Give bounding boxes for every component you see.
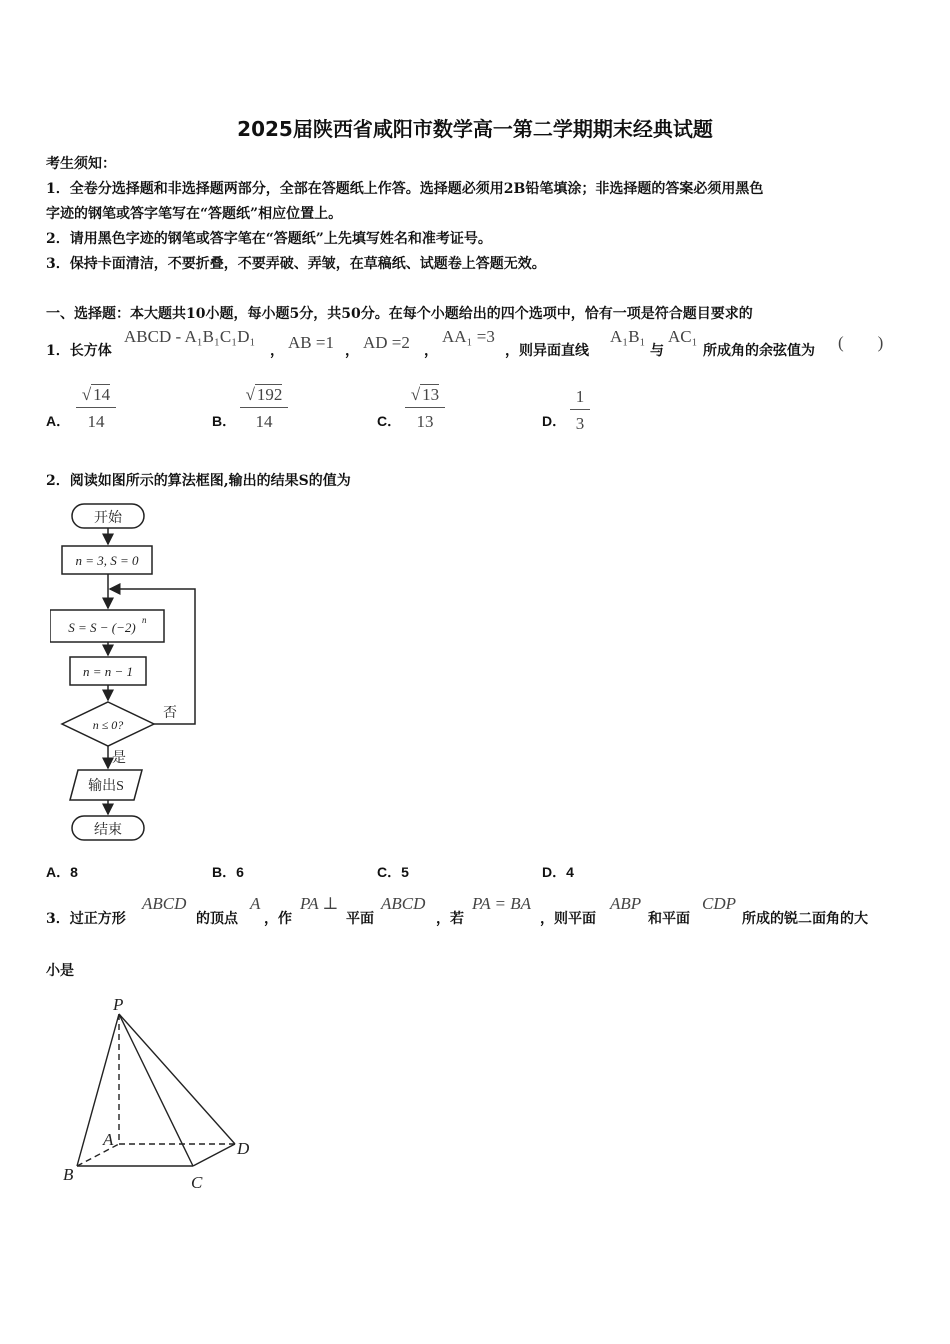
q1-ab: AB =1 — [288, 333, 334, 352]
q1-option-d-numerator: 1 — [575, 387, 585, 406]
flow-update-n-label: n = n − 1 — [82, 664, 134, 679]
q3-text: 的顶点 — [196, 911, 238, 927]
q1-option-c-fraction: $\frac{√ 13}{13}$ — [405, 385, 445, 432]
q1-comma: ， — [270, 343, 284, 359]
section-heading: 一、选择题：本大题共10小题，每小题5分，共50分。在每个小题给出的四个选项中，恰有一项是符合题目要求的 — [46, 306, 753, 322]
flow-start-label: 开始 — [94, 511, 122, 526]
q2-flowchart — [50, 500, 220, 845]
q3-plane-abp: ABP — [610, 894, 642, 913]
q3-text: 和平面 — [648, 911, 690, 927]
q1-option-b-fraction: $\frac{√ 192}{14}$ — [240, 385, 288, 432]
q1-option-b-numerator: 192 — [256, 385, 283, 404]
vertex-a-label: A — [103, 1130, 114, 1149]
q3-text: ，则平面 — [540, 911, 596, 927]
q1-text: 所成角的余弦值为 — [703, 343, 815, 359]
flow-init-label: n = 3, S = 0 — [75, 553, 139, 568]
q3-text: 所成的锐二面角的大 — [742, 911, 868, 927]
q3-plane-abcd: ABCD — [381, 894, 426, 913]
vertex-d-label: D — [237, 1139, 250, 1158]
q3-number: 3．过正方形 — [46, 911, 126, 927]
notice-item-1-line-2: 字迹的钢笔或答字笔写在“答题纸”相应位置上。 — [46, 206, 343, 222]
flow-output-label: 输出S — [88, 779, 124, 794]
q1-option-a-numerator: 14 — [93, 385, 111, 404]
q1-option-b-denominator: 14 — [240, 407, 288, 432]
flow-end-label: 结束 — [94, 823, 122, 838]
q1-option-d-denominator: 3 — [570, 409, 590, 434]
q3-text: 平面 — [346, 911, 374, 927]
q1-option-c-denominator: 13 — [405, 407, 445, 432]
q1-option-c-numerator: 13 — [422, 385, 440, 404]
q1-option-d-label[interactable]: D． — [542, 413, 567, 429]
q3-text: ，若 — [436, 911, 464, 927]
notice-item-3: 3．保持卡面清洁，不要折叠，不要弄破、弄皱，在草稿纸、试题卷上答题无效。 — [46, 256, 546, 272]
edge-cd — [193, 1144, 235, 1166]
vertex-c-label: C — [191, 1173, 203, 1192]
notice-item-1-line-1: 1．全卷分选择题和非选择题两部分，全部在答题纸上作答。选择题必须用2B铅笔填涂；非选择题的答案必须用黑色 — [46, 181, 764, 197]
q1-ad: AD =2 — [363, 333, 410, 352]
q1-option-a-label[interactable]: A． — [46, 413, 71, 429]
q2-option-d[interactable]: D．4 — [542, 864, 574, 880]
q1-option-b-label[interactable]: B． — [212, 413, 237, 429]
flow-condition-label: n ≤ 0? — [92, 718, 124, 732]
q1-comma: ， — [424, 343, 438, 359]
flow-no-label: 否 — [163, 706, 177, 721]
q3-plane-cdp: CDP — [702, 894, 736, 913]
q1-option-c-label[interactable]: C． — [377, 413, 402, 429]
q1-cuboid-name: ABCD - A₁B₁C₁D₁ — [124, 327, 256, 346]
q2-option-c[interactable]: C．5 — [377, 864, 409, 880]
notice-heading: 考生须知： — [46, 156, 116, 172]
q1-comma: ， — [345, 343, 359, 359]
edge-pc — [119, 1014, 193, 1166]
q1-answer-paren: ( ) — [838, 333, 884, 352]
flow-exponent: n — [142, 615, 147, 625]
q3-vertex-a: A — [250, 894, 261, 913]
q1-text: ，则异面直线 — [505, 343, 589, 359]
q2-text: 2．阅读如图所示的算法框图,输出的结果S的值为 — [46, 473, 351, 489]
q3-pa-perp: PA ⊥ — [300, 894, 339, 913]
page-title: 2025届陕西省咸阳市数学高一第二学期期末经典试题 — [237, 117, 713, 141]
flow-yes-label: 是 — [112, 751, 126, 766]
edge-pd — [119, 1014, 235, 1144]
q1-option-a-denominator: 14 — [76, 407, 116, 432]
q3-text-line-2: 小是 — [46, 963, 74, 979]
vertex-b-label: B — [63, 1165, 74, 1184]
q3-pa-eq-ba: PA = BA — [472, 894, 532, 913]
q1-text: 与 — [650, 343, 664, 359]
q1-ac1: AC₁ — [668, 327, 698, 346]
q1-option-d-fraction — [570, 387, 590, 434]
flow-update-s-label: S = S − (−2) — [68, 620, 136, 635]
q1-aa1: AA₁ =3 — [442, 327, 495, 346]
q1-a1b1: A₁B₁ — [610, 327, 646, 346]
q3-text: ，作 — [264, 911, 292, 927]
q2-option-a[interactable]: A．8 — [46, 864, 78, 880]
q1-option-a-fraction: $\frac{√ 14}{14}$ — [76, 385, 116, 432]
q2-option-b[interactable]: B．6 — [212, 864, 244, 880]
q3-pyramid-figure — [55, 990, 270, 1200]
vertex-p-label: P — [113, 995, 124, 1014]
notice-item-2: 2．请用黑色字迹的钢笔或答字笔在“答题纸”上先填写姓名和准考证号。 — [46, 231, 492, 247]
q3-square: ABCD — [142, 894, 187, 913]
q1-number: 1．长方体 — [46, 343, 112, 359]
